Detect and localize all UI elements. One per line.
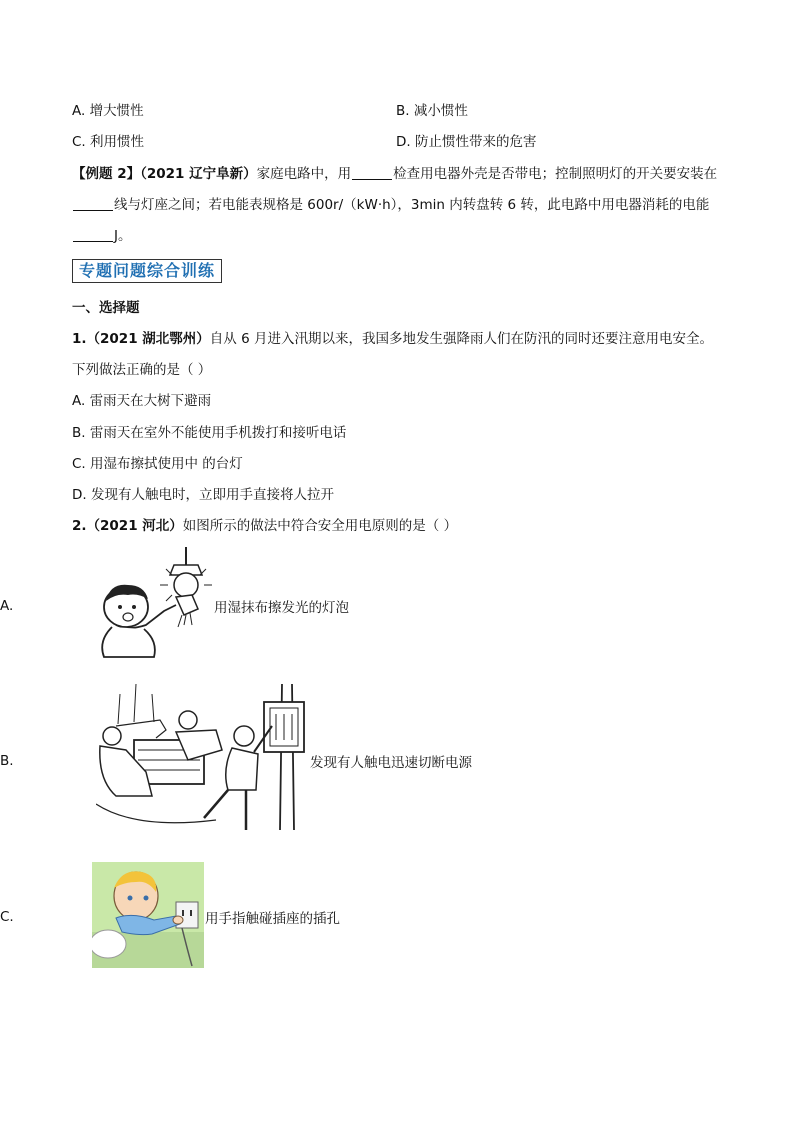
answer-blank-1 [352,165,392,180]
q1-option-a: A. 雷雨天在大树下避雨 [72,393,212,409]
q2-choice-a-caption: 用湿抹布擦发光的灯泡 [214,600,349,616]
prev-option-c: C. 利用惯性 [72,134,145,150]
example2-line-3 [72,226,131,246]
q1-option-d: D. 发现有人触电时，立即用手直接将人拉开 [72,487,334,503]
q1-option-c: C. 用湿布擦拭使用中 的台灯 [72,456,243,472]
example2-text-4: J。 [114,228,132,244]
q2-choice-c-label: C. [0,909,14,925]
example2-tag: 【例题 2】（2021 辽宁阜新） [72,166,257,182]
q1-text-1: 自从 6 月进入汛期以来，我国多地发生强降雨人们在防汛的同时还要注意用电安全。 [209,331,713,347]
prev-options-row-2 [72,132,722,152]
example2-text-2: 检查用电器外壳是否带电；控制照明灯的开关要安装在 [393,166,718,182]
q2-choice-b-label: B. [0,753,14,769]
q1-option-b: B. 雷雨天在室外不能使用手机拨打和接听电话 [72,425,347,441]
section-title: 专题问题综合训练 [72,259,222,283]
example2-text-3: 线与灯座之间；若电能表规格是 600r/（kW·h），3min 内转盘转 6 转，此电路中用电器消耗的电能 [114,197,710,213]
prev-option-d: D. 防止惯性带来的危害 [396,134,537,150]
q1-stem-line-2: 下列做法正确的是（ ） [72,362,212,378]
part-heading: 一、选择题 [72,300,140,316]
switching-off-power-illustration [96,680,310,840]
q1-stem-line-1 [72,329,713,349]
baby-touching-socket-illustration [92,862,204,968]
example2-line-1 [72,164,717,184]
q2-text: 如图所示的做法中符合安全用电原则的是（ ） [182,518,458,534]
example2-line-2 [72,195,709,215]
answer-blank-2 [73,196,113,211]
prev-options-row-1 [72,101,722,121]
q1-tag: 1.（2021 湖北鄂州） [72,331,210,347]
q2-choice-b-caption: 发现有人触电迅速切断电源 [310,755,472,771]
q2-stem [72,516,457,536]
q2-choice-c-caption: 用手指触碰插座的插孔 [205,911,340,927]
boy-wiping-bulb-illustration [88,545,214,663]
prev-option-a: A. 增大惯性 [72,103,144,119]
prev-option-b: B. 减小惯性 [396,103,468,119]
answer-blank-3 [73,227,113,242]
example2-text-1: 家庭电路中，用 [256,166,352,182]
q2-tag: 2.（2021 河北） [72,518,183,534]
q2-choice-a-label: A. [0,598,14,614]
